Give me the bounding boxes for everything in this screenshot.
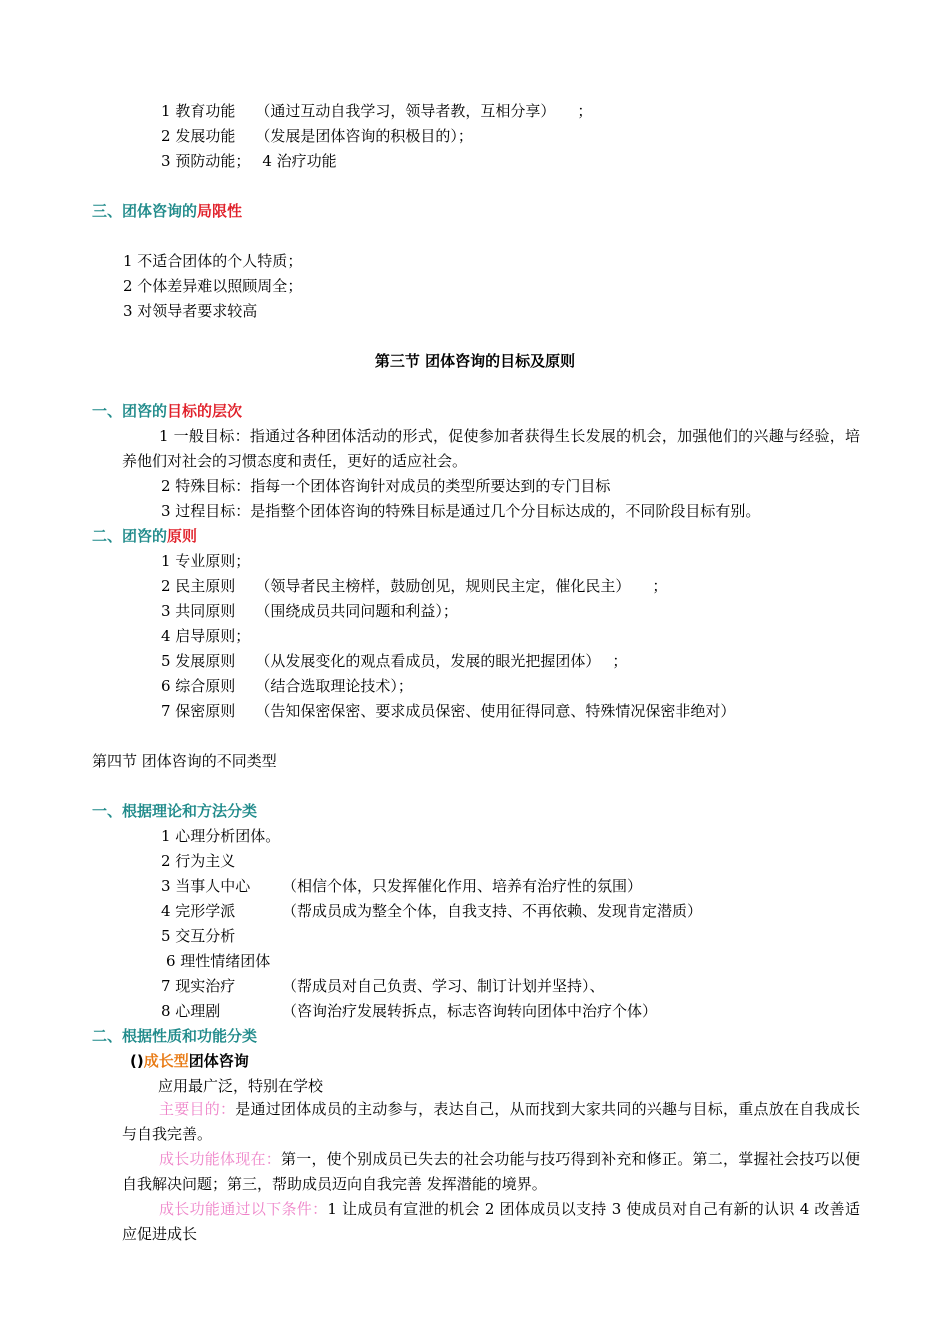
growth-purpose: 主要目的：是通过团体成员的主动参与，表达自己，从而找到大家共同的兴趣与目标，重点放在自我成长与自我完善。	[122, 1100, 860, 1143]
theory-item-2: 2 行为主义	[161, 852, 236, 870]
theory-item-3: 3 当事人中心 （相信个体，只发挥催化作用、培养有治疗性的氛围）	[161, 877, 643, 895]
principle-item-6: 6 综合原则 （结合选取理论技术）；	[161, 677, 413, 695]
growth-embody: 成长功能体现在：第一，使个别成员已失去的社会功能与技巧得到补充和修正。第二，掌握社会技巧以便自我解决问题；第三，帮助成员迈向自我完善 发挥潜能的境界。	[122, 1150, 860, 1193]
theory-item-1: 1 心理分析团体。	[161, 827, 281, 845]
function-item-3: 3 预防动能； 4 治疗功能	[161, 152, 337, 170]
section-heading-principles: 二、团咨的原则	[92, 527, 198, 545]
growth-usage: 应用最广泛，特别在学校	[158, 1077, 324, 1095]
theory-item-6: 6 理性情绪团体	[166, 952, 271, 970]
principle-item-5: 5 发展原则 （从发展变化的观点看成员，发展的眼光把握团体） ；	[161, 652, 628, 670]
section-heading-nature: 二、根据性质和功能分类	[92, 1027, 258, 1045]
principle-item-1: 1 专业原则；	[161, 552, 251, 570]
limit-item-1: 1 不适合团体的个人特质；	[123, 252, 303, 270]
growth-type-heading: ()成长型团体咨询	[130, 1052, 249, 1070]
chapter-title-4: 第四节 团体咨询的不同类型	[92, 752, 277, 770]
function-item-2: 2 发展功能 （发展是团体咨询的积极目的）；	[161, 127, 473, 145]
goal-general: 1 一般目标：指通过各种团体活动的形式，促使参加者获得生长发展的机会，加强他们的兴趣与经验，培养他们对社会的习惯态度和责任，更好的适应社会。	[122, 427, 860, 470]
limit-item-3: 3 对领导者要求较高	[123, 302, 258, 320]
principle-item-4: 4 启导原则；	[161, 627, 251, 645]
theory-item-7: 7 现实治疗 （帮成员对自己负责、学习、制订计划并坚持）、	[161, 977, 605, 995]
goal-special: 2 特殊目标：指每一个团体咨询针对成员的类型所要达到的专门目标	[161, 477, 611, 495]
section-heading-limitations: 三、团体咨询的局限性	[92, 202, 243, 220]
theory-item-8: 8 心理剧 （咨询治疗发展转拆点，标志咨询转向团体中治疗个体）	[161, 1002, 658, 1020]
section-heading-theory: 一、根据理论和方法分类	[92, 802, 258, 820]
theory-item-4: 4 完形学派 （帮成员成为整全个体，自我支持、不再依赖、发现肯定潜质）	[161, 902, 703, 920]
limit-item-2: 2 个体差异难以照顾周全；	[123, 277, 303, 295]
principle-item-2: 2 民主原则 （领导者民主榜样，鼓励创见，规则民主定，催化民主） ；	[161, 577, 668, 595]
theory-item-5: 5 交互分析	[161, 927, 236, 945]
principle-item-3: 3 共同原则 （围绕成员共同问题和利益）；	[161, 602, 458, 620]
chapter-title-3: 第三节 团体咨询的目标及原则	[374, 352, 576, 370]
function-item-1: 1 教育功能 （通过互动自我学习，领导者教，互相分享） ；	[161, 102, 593, 120]
goal-process: 3 过程目标：是指整个团体咨询的特殊目标是通过几个分目标达成的，不同阶段目标有别。	[161, 502, 761, 520]
principle-item-7: 7 保密原则 （告知保密保密、要求成员保密、使用征得同意、特殊情况保密非绝对）	[161, 702, 736, 720]
section-heading-goals: 一、团咨的目标的层次	[92, 402, 243, 420]
growth-conditions: 成长功能通过以下条件：1 让成员有宣泄的机会 2 团体成员以支持 3 使成员对自己有新的认识 4 改善适应促进成长	[122, 1200, 860, 1243]
